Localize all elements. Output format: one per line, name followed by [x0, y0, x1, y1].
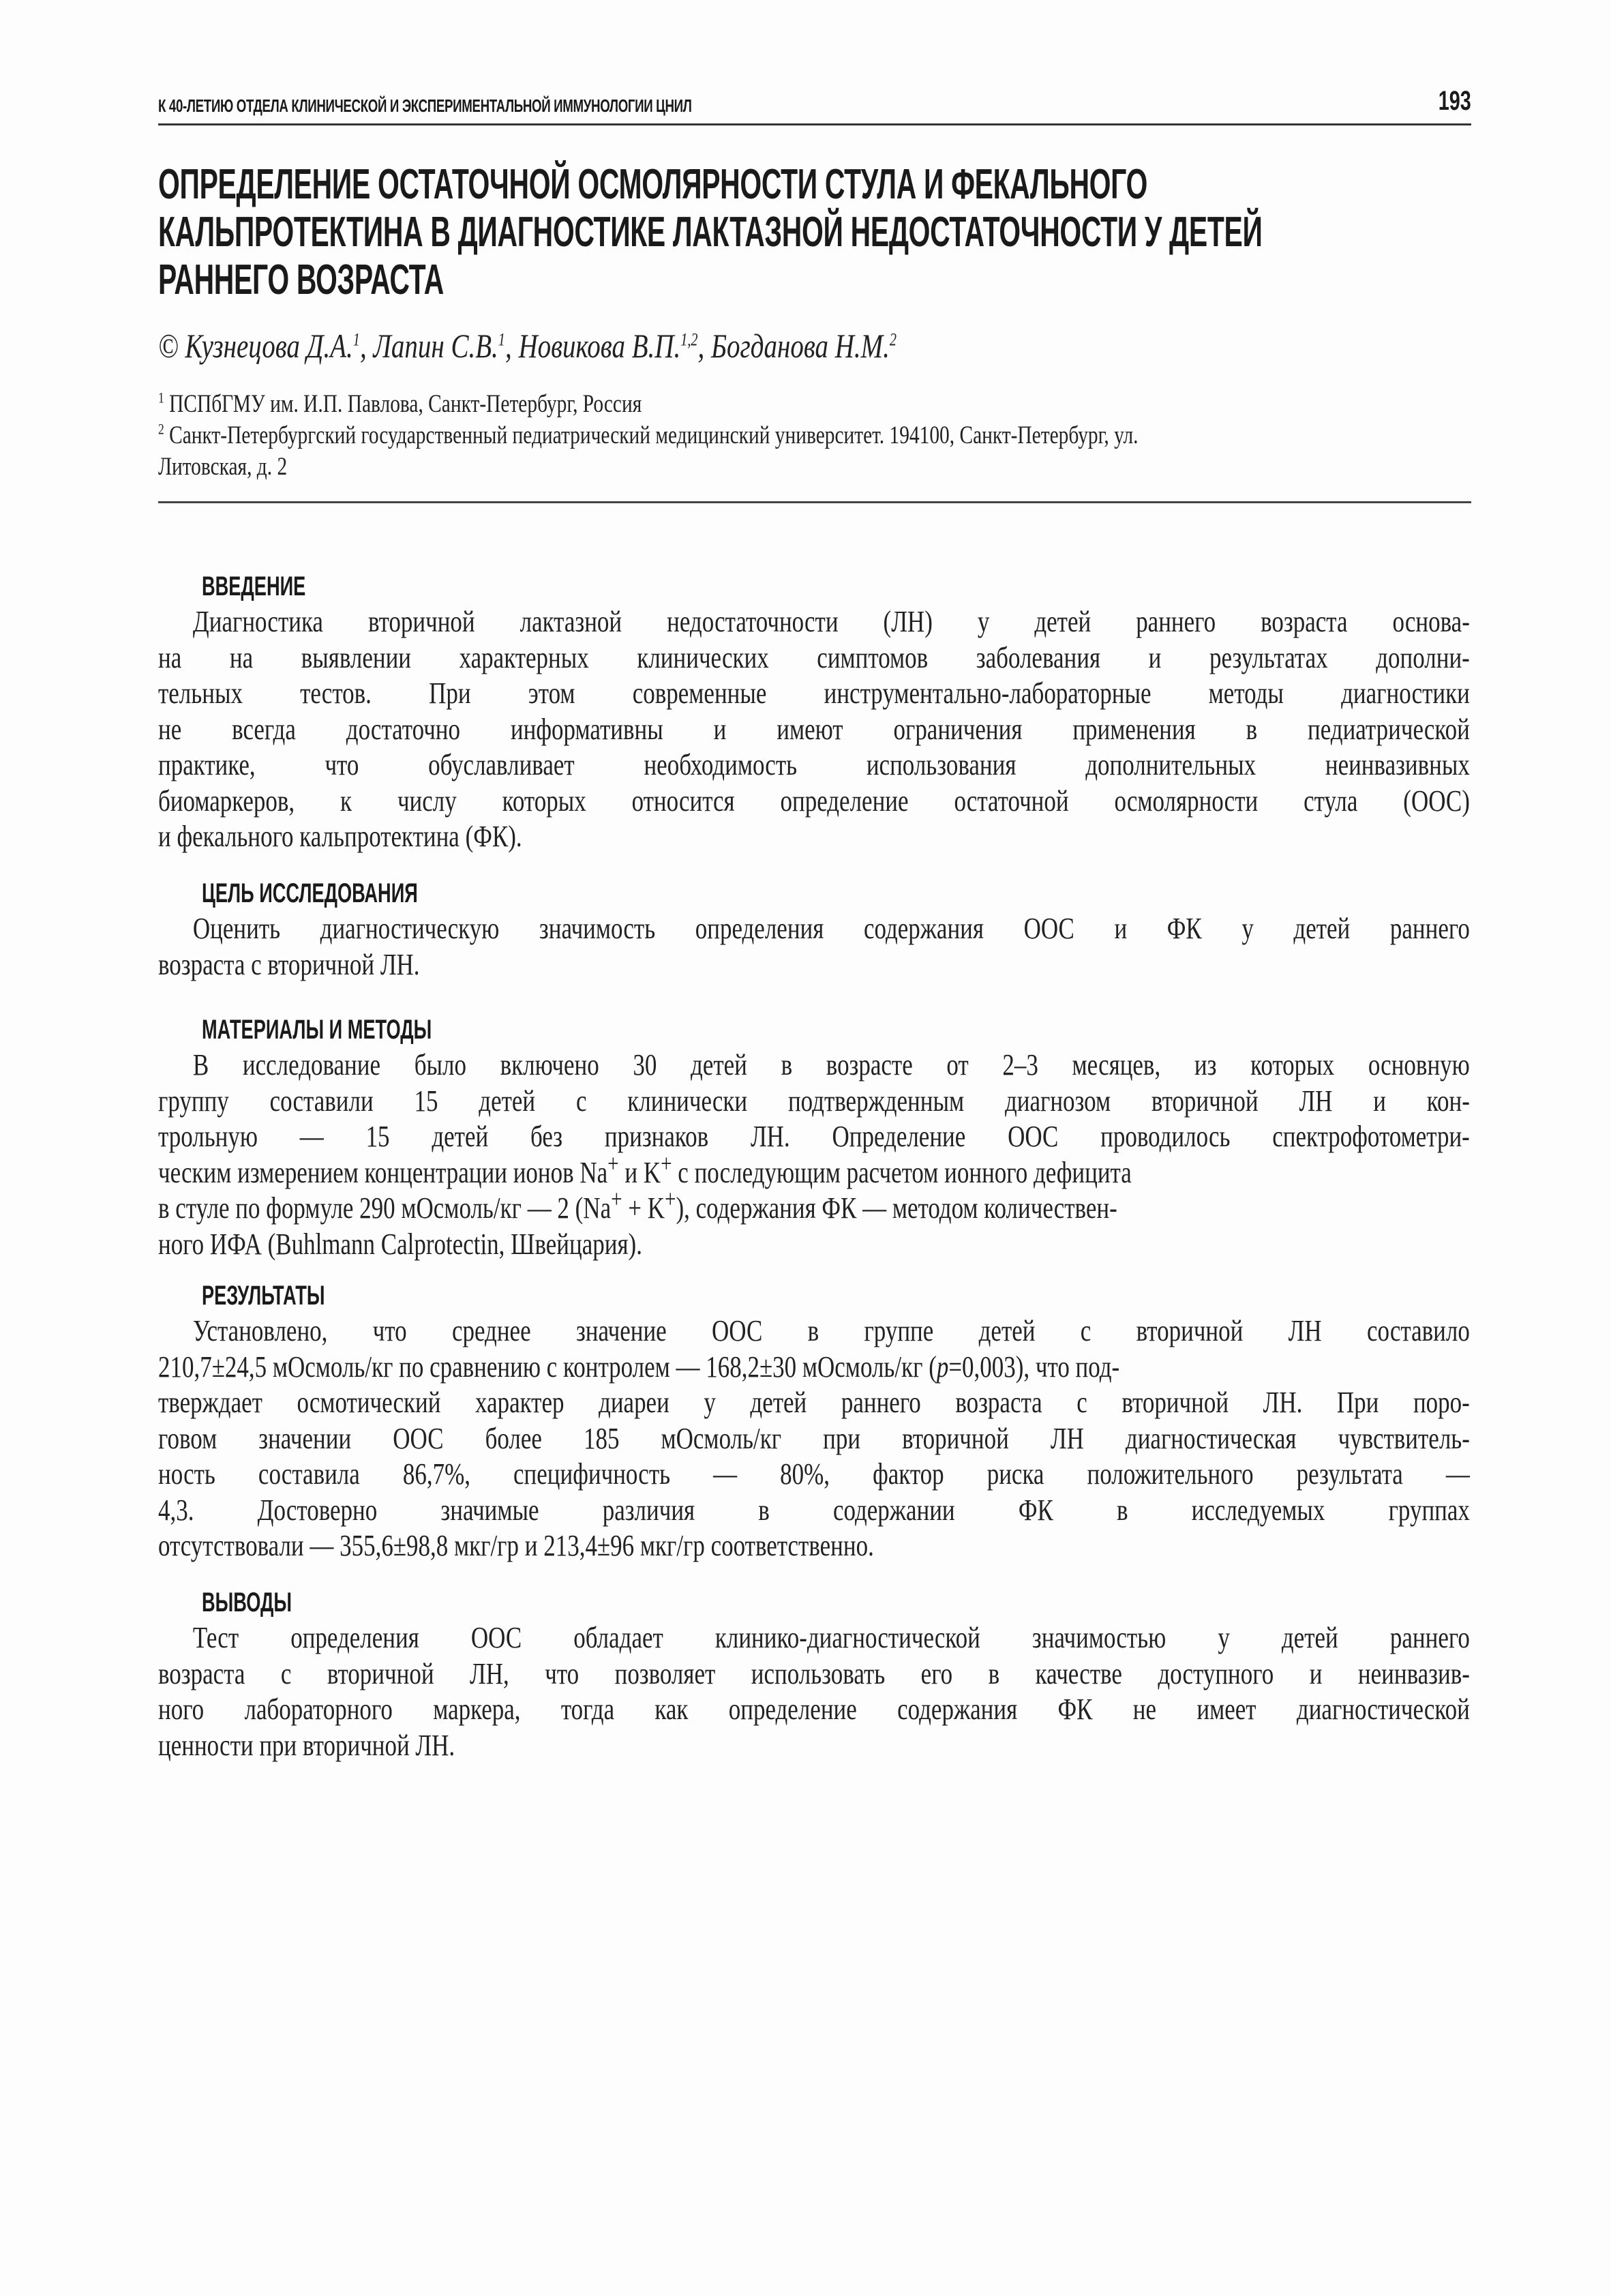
header-divider [158, 123, 1471, 125]
affiliation-item-continued [158, 451, 1470, 483]
word: детей [691, 1048, 747, 1082]
section-heading: ЦЕЛЬ ИССЛЕДОВАНИЯ [202, 878, 418, 908]
word: ЛН [1050, 1421, 1084, 1455]
section-conclusions [158, 1587, 1471, 1763]
word: симптомов [817, 640, 929, 674]
word: исследуемых [1191, 1493, 1325, 1527]
word: ЛН. [750, 1120, 790, 1153]
word: осмолярности [1114, 784, 1259, 818]
text-line [158, 1313, 1470, 1350]
word: на [229, 640, 254, 674]
word: ФК [1057, 1693, 1093, 1726]
word: всегда [232, 712, 296, 746]
affiliation-item [158, 420, 1470, 451]
word: выявлении [301, 640, 412, 674]
section-introduction [158, 571, 1471, 855]
word: с [280, 1656, 292, 1690]
section-heading: МАТЕРИАЛЫ И МЕТОДЫ [202, 1015, 432, 1045]
word: тестов. [300, 676, 372, 710]
word: ООС [393, 1421, 444, 1455]
word: 15 [365, 1120, 390, 1153]
word: спектрофотометри- [1272, 1120, 1470, 1153]
word: 185 [583, 1421, 620, 1455]
word: тогда [560, 1693, 615, 1726]
word: говом [158, 1421, 217, 1455]
word: 86,7%, [402, 1457, 470, 1491]
word: значимость [539, 912, 656, 945]
text-run: с последующим расчетом ионного дефицита [672, 1155, 1132, 1189]
superscript: + [665, 1184, 676, 1213]
word: 80%, [780, 1457, 830, 1491]
section-body [158, 1620, 1470, 1763]
word: вторичной [1121, 1386, 1229, 1419]
word: — [1445, 1457, 1470, 1491]
word: группу [158, 1084, 229, 1118]
word: не [158, 712, 182, 746]
word: Установлено, [192, 1314, 328, 1347]
word: диагностики [1341, 676, 1470, 710]
author-list [158, 326, 897, 366]
word: 15 [414, 1084, 438, 1118]
word: фактор [873, 1457, 944, 1491]
text-run: + K [622, 1191, 665, 1225]
section-heading: РЕЗУЛЬТАТЫ [202, 1281, 325, 1311]
word: в [758, 1493, 770, 1527]
author-affiliation-ref: 2 [889, 329, 897, 350]
word: мОсмоль/кг [661, 1421, 782, 1455]
word: значении [258, 1421, 352, 1455]
word: недостаточности [667, 605, 839, 638]
word: тверждает [158, 1386, 262, 1419]
word: подтвержденным [787, 1084, 965, 1118]
author-affiliation-ref: 1,2 [680, 329, 698, 350]
word: ЛН, [470, 1656, 509, 1690]
word: определения [290, 1621, 419, 1654]
word: 2–3 [1002, 1048, 1038, 1082]
word: — [299, 1120, 324, 1153]
section-results [158, 1281, 1471, 1564]
affiliation-number: 1 [158, 389, 164, 406]
text-run: =0,003), что под- [948, 1350, 1120, 1384]
word: специфичность [513, 1457, 671, 1491]
word: детей [978, 1314, 1036, 1347]
word: с [1076, 1386, 1087, 1419]
word: позволяет [614, 1656, 716, 1690]
text-line: ценности при вторичной ЛН. [158, 1728, 455, 1762]
word: вторичной [327, 1656, 434, 1690]
word: диагностическая [1125, 1421, 1297, 1455]
word: детей [750, 1386, 807, 1419]
word: ООС [470, 1621, 522, 1654]
text-line [158, 1119, 1470, 1155]
word: в [1246, 712, 1258, 746]
text-line [158, 604, 1470, 640]
text-line [158, 747, 1470, 784]
text-line [158, 712, 1470, 748]
word: и [1114, 912, 1128, 945]
word: содержании [832, 1493, 955, 1527]
word: что [545, 1656, 579, 1690]
word: детей [1293, 912, 1351, 945]
word: Тест [192, 1621, 239, 1654]
affiliation-number: 2 [158, 420, 164, 438]
text-line [158, 1385, 1470, 1421]
word: тельных [158, 676, 243, 710]
word: применения [1072, 712, 1196, 746]
word: из [1194, 1048, 1217, 1082]
word: положительного [1087, 1457, 1254, 1491]
section-heading: ВЫВОДЫ [202, 1587, 292, 1617]
word: клинически [627, 1084, 748, 1118]
word: ЛН [1299, 1084, 1333, 1118]
word: ФК [1018, 1493, 1053, 1527]
text-line [158, 1457, 1470, 1493]
word: в [988, 1656, 1000, 1690]
word: использования [866, 748, 1017, 781]
front-matter-divider [158, 501, 1471, 503]
text-line [158, 676, 1470, 712]
superscript: + [661, 1148, 672, 1177]
text-line-with-superscripts [158, 1184, 1470, 1227]
word: риска [987, 1457, 1044, 1491]
text-line [158, 1656, 1470, 1693]
word: достаточно [346, 712, 461, 746]
section-body [158, 604, 1470, 855]
word: определения [695, 912, 824, 945]
text-line: отсутствовали — 355,6±98,8 мкг/гр и 213,4±96 мкг/гр соответственно. [158, 1529, 874, 1562]
word: в [1116, 1493, 1128, 1527]
word: у [977, 605, 990, 638]
word: неинвазив- [1357, 1656, 1470, 1690]
affiliation-text: Литовская, д. 2 [158, 453, 288, 481]
word: основа- [1392, 605, 1470, 638]
author-separator: , [697, 327, 712, 365]
word: составило [1366, 1314, 1470, 1347]
author-name: Лапин С.В. [373, 327, 498, 365]
word: методы [1208, 676, 1284, 710]
word: в [807, 1314, 819, 1347]
superscript: + [607, 1148, 619, 1177]
word: трольную [158, 1120, 258, 1153]
word: его [920, 1656, 953, 1690]
word: диагностической [1296, 1693, 1470, 1726]
word: качестве [1035, 1656, 1122, 1690]
word: определение [728, 1693, 857, 1726]
word: Достоверно [257, 1493, 378, 1527]
word: (ЛН) [883, 605, 933, 638]
word: на [158, 640, 182, 674]
word: включено [500, 1048, 599, 1082]
text-line [158, 784, 1470, 820]
word: Оценить [192, 912, 281, 945]
text-line [158, 1692, 1470, 1728]
word: — [713, 1457, 738, 1491]
word: детей [432, 1120, 489, 1153]
word: составили [269, 1084, 374, 1118]
word: раннего [1136, 605, 1216, 638]
word: более [485, 1421, 542, 1455]
word: этом [528, 676, 575, 710]
text-line [158, 1047, 1470, 1084]
author-affiliation-ref: 1 [498, 329, 505, 350]
word: вторичной [1151, 1084, 1259, 1118]
text-line: ного ИФА (Buhlmann Calprotectin, Швейцария). [158, 1227, 642, 1261]
word: возраста [158, 1656, 245, 1690]
word: к [340, 784, 352, 818]
word: составила [258, 1457, 360, 1491]
word: и [1309, 1656, 1323, 1690]
word: проводилось [1100, 1120, 1231, 1153]
word: ЛН. [1263, 1386, 1303, 1419]
text-line-with-superscripts [158, 1148, 1470, 1191]
section-heading: ВВЕДЕНИЕ [202, 571, 306, 601]
section-body [158, 911, 1470, 983]
word: При [429, 676, 471, 710]
word: вторичной [902, 1421, 1009, 1455]
word: имеет [1196, 1693, 1256, 1726]
word: стула [1304, 784, 1358, 818]
word: возраста [1261, 605, 1348, 638]
word: современные [632, 676, 767, 710]
word: характерных [459, 640, 589, 674]
word: возраста [955, 1386, 1042, 1419]
text-run: 210,7±24,5 мОсмоль/кг по сравнению с контролем — 168,2±30 мОсмоль/кг ( [158, 1350, 937, 1384]
word: детей [1281, 1621, 1338, 1654]
word: определение [780, 784, 909, 818]
word: исследование [242, 1048, 381, 1082]
word: педиатрической [1308, 712, 1470, 746]
word: лабораторного [244, 1693, 393, 1726]
word: без [530, 1120, 563, 1153]
superscript: + [611, 1184, 622, 1213]
running-header [158, 86, 1471, 117]
section-body [158, 1313, 1470, 1564]
title-line: РАННЕГО ВОЗРАСТА [158, 256, 444, 303]
word: характер [475, 1386, 564, 1419]
word: ФК [1166, 912, 1202, 945]
word: При [1336, 1386, 1379, 1419]
word: числу [397, 784, 457, 818]
word: использовать [751, 1656, 886, 1690]
word: маркера, [433, 1693, 521, 1726]
affiliation-item [158, 389, 1470, 420]
word: инструментально-лабораторные [824, 676, 1151, 710]
text-line: возраста с вторичной ЛН. [158, 947, 420, 981]
word: с [1080, 1314, 1091, 1347]
text-line [158, 1493, 1470, 1529]
word: месяцев, [1072, 1048, 1161, 1082]
section-aim [158, 878, 1471, 983]
word: как [654, 1693, 689, 1726]
word: при [823, 1421, 861, 1455]
word: от [946, 1048, 969, 1082]
section-materials-methods [158, 1015, 1471, 1262]
word: не [1132, 1693, 1157, 1726]
word: ограничения [893, 712, 1023, 746]
word: заболевания [976, 640, 1101, 674]
word: и [1373, 1084, 1386, 1118]
copyright-symbol: © [158, 327, 179, 365]
text-line [158, 1084, 1470, 1120]
affiliation-list [158, 389, 1470, 483]
word: признаков [604, 1120, 709, 1153]
title-line: ОПРЕДЕЛЕНИЕ ОСТАТОЧНОЙ ОСМОЛЯРНОСТИ СТУЛА И ФЕКАЛЬНОГО [158, 161, 1148, 208]
running-title: К 40-ЛЕТИЮ ОТДЕЛА КЛИНИЧЕСКОЙ И ЭКСПЕРИМЕНТАЛЬНОЙ ИММУНОЛОГИИ ЦНИЛ [158, 95, 692, 116]
word: 4,3. [158, 1493, 194, 1527]
word: возрасте [826, 1048, 913, 1082]
word: было [414, 1048, 466, 1082]
word: которых [502, 784, 586, 818]
word: у [1241, 912, 1254, 945]
word: дополнительных [1085, 748, 1256, 781]
text-line [158, 640, 1470, 676]
text-line-with-italic [158, 1350, 1470, 1386]
word: в [781, 1048, 793, 1082]
word: обуславливает [428, 748, 575, 781]
word: ООС [712, 1314, 763, 1347]
word: диареи [599, 1386, 669, 1419]
title-line: КАЛЬПРОТЕКТИНА В ДИАГНОСТИКЕ ЛАКТАЗНОЙ НЕДОСТАТОЧНОСТИ У ДЕТЕЙ [158, 209, 1263, 256]
author-name: Новикова В.П. [518, 327, 681, 365]
text-run: ческим измерением концентрации ионов Na [158, 1155, 608, 1189]
word: значимостью [1032, 1621, 1166, 1654]
word: результатах [1209, 640, 1328, 674]
affiliation-text: Санкт-Петербургский государственный педиатрический медицинский университет. 194100, Санкт-Петербург, ул. [169, 421, 1139, 449]
word: у [704, 1386, 716, 1419]
word: доступного [1158, 1656, 1274, 1690]
word: лактазной [520, 605, 622, 638]
word: поро- [1413, 1386, 1470, 1419]
text-run: в стуле по формуле 290 мОсмоль/кг — 2 (Na [158, 1191, 612, 1225]
word: Диагностика [192, 605, 323, 638]
word: клинико-диагностической [714, 1621, 980, 1654]
italic-p-value: p [936, 1350, 949, 1384]
word: группах [1388, 1493, 1470, 1527]
article-title [158, 161, 1328, 304]
word: что [325, 748, 359, 781]
word: раннего [1389, 912, 1470, 945]
text-line [158, 1421, 1470, 1457]
word: диагностическую [320, 912, 500, 945]
word: у [1218, 1621, 1230, 1654]
word: неинвазивных [1325, 748, 1470, 781]
word: что [372, 1314, 407, 1347]
word: вторичной [367, 605, 475, 638]
affiliation-text: ПСПбГМУ им. И.П. Павлова, Санкт-Петербург, Россия [169, 390, 642, 418]
word: Определение [832, 1120, 966, 1153]
word: чувствитель- [1338, 1421, 1470, 1455]
author-name: Богданова Н.М. [711, 327, 890, 365]
word: остаточной [954, 784, 1069, 818]
word: осмотический [297, 1386, 441, 1419]
word: ного [158, 1693, 205, 1726]
word: и [713, 712, 727, 746]
text-run: и K [618, 1155, 661, 1189]
word: биомаркеров, [158, 784, 295, 818]
text-line: и фекального кальпротектина (ФК). [158, 820, 522, 853]
word: практике, [158, 748, 256, 781]
word: раннего [1389, 1621, 1470, 1654]
word: относится [631, 784, 735, 818]
word: различия [602, 1493, 695, 1527]
word: В [192, 1048, 209, 1082]
author-name: Кузнецова Д.А. [185, 327, 353, 365]
word: основную [1368, 1048, 1470, 1082]
word: кон- [1426, 1084, 1470, 1118]
word: вторичной [1136, 1314, 1244, 1347]
text-run: ), содержания ФК — методом количествен- [676, 1191, 1117, 1225]
word: ность [158, 1457, 215, 1491]
section-body [158, 1047, 1470, 1262]
word: среднее [451, 1314, 531, 1347]
word: детей [1034, 605, 1091, 638]
word: диагнозом [1004, 1084, 1111, 1118]
word: обладает [573, 1621, 663, 1654]
word: информативны [510, 712, 663, 746]
word: которых [1250, 1048, 1335, 1082]
text-line [158, 911, 1470, 947]
word: результата [1296, 1457, 1403, 1491]
word: содержания [897, 1693, 1018, 1726]
word: необходимость [644, 748, 798, 781]
author-affiliation-ref: 1 [352, 329, 360, 350]
author-separator: , [505, 327, 519, 365]
word: и [1148, 640, 1162, 674]
word: клинических [637, 640, 769, 674]
word: детей [479, 1084, 536, 1118]
word: группе [864, 1314, 934, 1347]
word: содержания [863, 912, 984, 945]
word: дополни- [1376, 640, 1470, 674]
word: с [575, 1084, 587, 1118]
word: значимые [440, 1493, 539, 1527]
word: раннего [841, 1386, 921, 1419]
word: ООС [1023, 912, 1074, 945]
page-number: 193 [1438, 86, 1471, 116]
word: (ООС) [1403, 784, 1470, 818]
word: значение [575, 1314, 667, 1347]
word: 30 [633, 1048, 657, 1082]
text-line [158, 1620, 1470, 1656]
word: имеют [777, 712, 843, 746]
word: ЛН [1288, 1314, 1322, 1347]
author-separator: , [359, 327, 374, 365]
word: ООС [1008, 1120, 1059, 1153]
